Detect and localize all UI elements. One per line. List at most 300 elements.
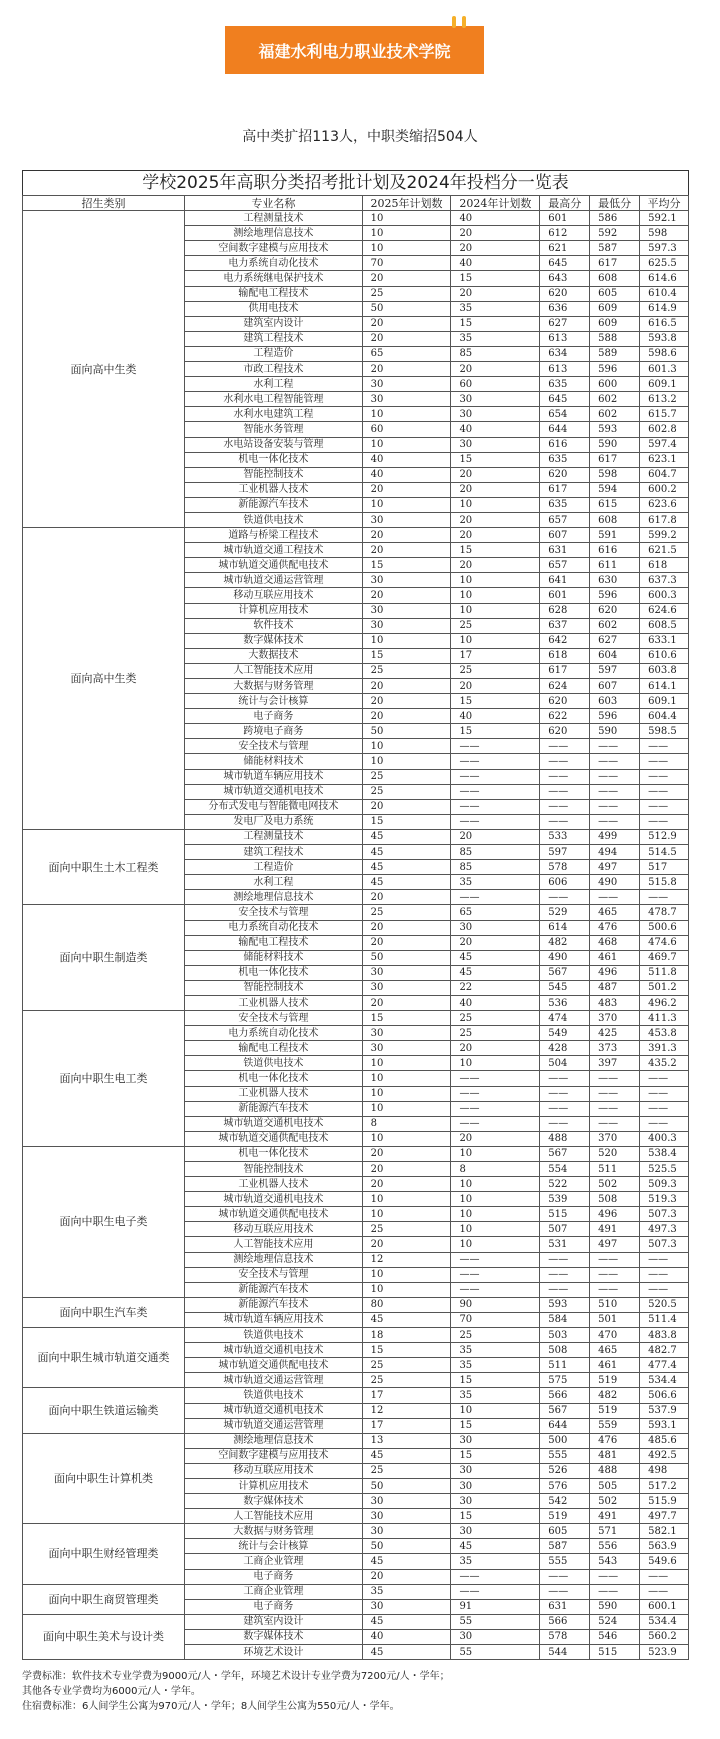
min-score-cell: 468 [590,935,640,950]
table-row [23,829,689,844]
major-name-cell: 电子商务 [185,1599,363,1614]
max-score-cell: 657 [540,558,590,573]
plan-2024-cell: 35 [451,875,540,890]
plan-2025-cell: 25 [362,784,451,799]
max-score-cell: 549 [540,1026,590,1041]
plan-2024-cell: 15 [451,1373,540,1388]
avg-score-cell: 615.7 [640,407,689,422]
max-score-cell: 533 [540,829,590,844]
min-score-cell: 602 [590,392,640,407]
plan-2025-cell: 10 [362,1267,451,1282]
banner-decoration [450,16,470,28]
plan-2024-cell: —— [451,784,540,799]
plan-2025-cell: 25 [362,1463,451,1478]
avg-score-cell: 515.9 [640,1494,689,1509]
max-score-cell: 542 [540,1494,590,1509]
min-score-cell: 487 [590,980,640,995]
plan-2025-cell: 10 [362,241,451,256]
avg-score-cell: 517 [640,860,689,875]
max-score-cell: —— [540,1086,590,1101]
table-row [23,1146,689,1161]
table-row [23,1433,689,1448]
plan-2024-cell: 15 [451,271,540,286]
plan-2025-cell: 50 [362,301,451,316]
plan-2025-cell: 10 [362,1086,451,1101]
avg-score-cell: 602.8 [640,422,689,437]
major-name-cell: 测绘地理信息技术 [185,1433,363,1448]
plan-2025-cell: 40 [362,452,451,467]
min-score-cell: 596 [590,709,640,724]
major-name-cell: 计算机应用技术 [185,1478,363,1493]
major-name-cell: 环境艺术设计 [185,1645,363,1660]
min-score-cell: 515 [590,1645,640,1660]
plan-2024-cell: 10 [451,603,540,618]
plan-2025-cell: 20 [362,331,451,346]
min-score-cell: 603 [590,694,640,709]
min-score-cell: 615 [590,497,640,512]
avg-score-cell: 492.5 [640,1448,689,1463]
avg-score-cell: —— [640,1252,689,1267]
avg-score-cell: 609.1 [640,694,689,709]
avg-score-cell: 501.2 [640,980,689,995]
note-line: 其他各专业学费均为6000元/人・学年。 [22,1686,201,1697]
avg-score-cell: 509.3 [640,1177,689,1192]
min-score-cell: 397 [590,1056,640,1071]
plan-2024-cell: 20 [451,286,540,301]
major-name-cell: 城市轨道交通运营管理 [185,1418,363,1433]
max-score-cell: —— [540,1252,590,1267]
major-name-cell: 电力系统自动化技术 [185,920,363,935]
avg-score-cell: 496.2 [640,995,689,1010]
min-score-cell: 592 [590,226,640,241]
avg-score-cell: 599.2 [640,528,689,543]
max-score-cell: 631 [540,543,590,558]
category-cell: 面向中职生财经管理类 [23,1524,185,1584]
max-score-cell: 636 [540,301,590,316]
plan-2024-cell: 20 [451,512,540,527]
avg-score-cell: 623.6 [640,497,689,512]
plan-2025-cell: 50 [362,1478,451,1493]
plan-2025-cell: 20 [362,528,451,543]
max-score-cell: 428 [540,1041,590,1056]
major-name-cell: 道路与桥梁工程技术 [185,528,363,543]
avg-score-cell: 621.5 [640,543,689,558]
min-score-cell: 476 [590,920,640,935]
max-score-cell: 555 [540,1554,590,1569]
min-score-cell: 608 [590,512,640,527]
max-score-cell: 644 [540,1418,590,1433]
max-score-cell: —— [540,1569,590,1584]
min-score-cell: 609 [590,316,640,331]
min-score-cell: 591 [590,528,640,543]
max-score-cell: 627 [540,316,590,331]
max-score-cell: 614 [540,920,590,935]
avg-score-cell: 582.1 [640,1524,689,1539]
plan-2024-cell: 22 [451,980,540,995]
plan-2025-cell: 10 [362,1207,451,1222]
plan-2025-cell: 15 [362,558,451,573]
plan-2024-cell: 30 [451,1433,540,1448]
plan-2025-cell: 35 [362,1584,451,1599]
major-name-cell: 软件技术 [185,618,363,633]
plan-2025-cell: 30 [362,1494,451,1509]
min-score-cell: 370 [590,1011,640,1026]
max-score-cell: 555 [540,1448,590,1463]
min-score-cell: 588 [590,331,640,346]
min-score-cell: —— [590,814,640,829]
plan-2024-cell: 91 [451,1599,540,1614]
major-name-cell: 供用电技术 [185,301,363,316]
major-name-cell: 统计与会计核算 [185,1539,363,1554]
avg-score-cell: 477.4 [640,1358,689,1373]
min-score-cell: 589 [590,346,640,361]
min-score-cell: 597 [590,663,640,678]
plan-2024-cell: —— [451,1569,540,1584]
min-score-cell: —— [590,890,640,905]
major-name-cell: 建筑室内设计 [185,316,363,331]
avg-score-cell: —— [640,769,689,784]
min-score-cell: —— [590,799,640,814]
plan-2024-cell: 10 [451,1237,540,1252]
plan-2025-cell: 20 [362,709,451,724]
max-score-cell: 503 [540,1328,590,1343]
max-score-cell: 575 [540,1373,590,1388]
major-name-cell: 市政工程技术 [185,362,363,377]
plan-2025-cell: 30 [362,1026,451,1041]
min-score-cell: 519 [590,1403,640,1418]
major-name-cell: 城市轨道交通机电技术 [185,784,363,799]
min-score-cell: 476 [590,1433,640,1448]
min-score-cell: 496 [590,965,640,980]
avg-score-cell: —— [640,1101,689,1116]
min-score-cell: 590 [590,724,640,739]
plan-2024-cell: 25 [451,663,540,678]
max-score-cell: 544 [540,1645,590,1660]
plan-2024-cell: 20 [451,558,540,573]
avg-score-cell: 478.7 [640,905,689,920]
min-score-cell: —— [590,1101,640,1116]
max-score-cell: 620 [540,286,590,301]
note-line: 住宿费标准：6人间学生公寓为970元/人・学年；8人间学生公寓为550元/人・学年。 [22,1701,400,1712]
plan-2024-cell: 40 [451,995,540,1010]
major-name-cell: 输配电工程技术 [185,286,363,301]
major-name-cell: 机电一体化技术 [185,452,363,467]
avg-score-cell: 633.1 [640,633,689,648]
major-name-cell: 人工智能技术应用 [185,663,363,678]
min-score-cell: 596 [590,362,640,377]
plan-2024-cell: —— [451,1101,540,1116]
max-score-cell: 578 [540,860,590,875]
plan-2025-cell: 20 [362,1177,451,1192]
min-score-cell: —— [590,1071,640,1086]
max-score-cell: 631 [540,1599,590,1614]
avg-score-cell: 597.4 [640,437,689,452]
major-name-cell: 铁道供电技术 [185,512,363,527]
avg-score-cell: —— [640,1584,689,1599]
major-name-cell: 城市轨道交通机电技术 [185,1116,363,1131]
min-score-cell: —— [590,784,640,799]
major-name-cell: 测绘地理信息技术 [185,226,363,241]
admission-table-container [22,170,689,1660]
min-score-cell: 630 [590,573,640,588]
plan-2024-cell: 20 [451,482,540,497]
max-score-cell: 641 [540,573,590,588]
max-score-cell: 526 [540,1463,590,1478]
plan-2024-cell: 70 [451,1312,540,1327]
plan-2024-cell: 15 [451,724,540,739]
major-name-cell: 安全技术与管理 [185,739,363,754]
plan-2024-cell: 35 [451,1388,540,1403]
plan-2025-cell: 10 [362,211,451,226]
plan-2024-cell: 10 [451,1177,540,1192]
major-name-cell: 城市轨道车辆应用技术 [185,769,363,784]
category-cell: 面向中职生美术与设计类 [23,1614,185,1659]
plan-2024-cell: 20 [451,1131,540,1146]
major-name-cell: 空间数字建模与应用技术 [185,1448,363,1463]
category-cell: 面向中职生电工类 [23,1011,185,1147]
major-name-cell: 跨境电子商务 [185,724,363,739]
plan-2025-cell: 15 [362,1011,451,1026]
category-cell: 面向中职生计算机类 [23,1433,185,1524]
plan-2025-cell: 20 [362,588,451,603]
max-score-cell: 567 [540,965,590,980]
major-name-cell: 输配电工程技术 [185,1041,363,1056]
plan-2024-cell: 20 [451,935,540,950]
min-score-cell: 470 [590,1328,640,1343]
max-score-cell: 612 [540,226,590,241]
plan-2024-cell: —— [451,754,540,769]
max-score-cell: 536 [540,995,590,1010]
max-score-cell: 618 [540,648,590,663]
category-cell: 面向高中生类 [23,528,185,830]
avg-score-cell: 435.2 [640,1056,689,1071]
avg-score-cell: 623.1 [640,452,689,467]
plan-2025-cell: 25 [362,769,451,784]
avg-score-cell: 525.5 [640,1162,689,1177]
plan-2025-cell: 25 [362,1373,451,1388]
table-row [23,1524,689,1539]
plan-2024-cell: —— [451,1116,540,1131]
major-name-cell: 城市轨道交通机电技术 [185,1403,363,1418]
banner-title: 福建水利电力职业技术学院 [258,41,451,61]
major-name-cell: 工程测量技术 [185,829,363,844]
max-score-cell: —— [540,890,590,905]
plan-2025-cell: 45 [362,1645,451,1660]
plan-2024-cell: 30 [451,1463,540,1478]
major-name-cell: 建筑室内设计 [185,1614,363,1629]
plan-2024-cell: 55 [451,1614,540,1629]
plan-2025-cell: 50 [362,950,451,965]
table-row [23,905,689,920]
max-score-cell: 500 [540,1433,590,1448]
avg-score-cell: 608.5 [640,618,689,633]
min-score-cell: —— [590,1086,640,1101]
max-score-cell: 488 [540,1131,590,1146]
plan-2024-cell: 35 [451,331,540,346]
max-score-cell: 620 [540,467,590,482]
major-name-cell: 工业机器人技术 [185,995,363,1010]
min-score-cell: 461 [590,1358,640,1373]
max-score-cell: —— [540,1101,590,1116]
major-name-cell: 移动互联应用技术 [185,588,363,603]
max-score-cell: —— [540,1584,590,1599]
major-name-cell: 水利水电建筑工程 [185,407,363,422]
max-score-cell: 645 [540,392,590,407]
plan-2025-cell: 10 [362,739,451,754]
avg-score-cell: —— [640,1569,689,1584]
avg-score-cell: 603.8 [640,663,689,678]
plan-2024-cell: 25 [451,1328,540,1343]
plan-2024-cell: 10 [451,1056,540,1071]
major-name-cell: 机电一体化技术 [185,1071,363,1086]
major-name-cell: 人工智能技术应用 [185,1237,363,1252]
avg-score-cell: 598.6 [640,346,689,361]
plan-2024-cell: 15 [451,316,540,331]
major-name-cell: 工程测量技术 [185,211,363,226]
major-name-cell: 机电一体化技术 [185,1146,363,1161]
plan-2024-cell: 15 [451,694,540,709]
category-cell: 面向中职生商贸管理类 [23,1584,185,1614]
plan-2025-cell: 25 [362,905,451,920]
major-name-cell: 水利工程 [185,377,363,392]
major-name-cell: 电力系统自动化技术 [185,256,363,271]
max-score-cell: 654 [540,407,590,422]
plan-2024-cell: 85 [451,346,540,361]
avg-score-cell: —— [640,1086,689,1101]
plan-2025-cell: 30 [362,980,451,995]
plan-2024-cell: 15 [451,1448,540,1463]
avg-score-cell: 610.4 [640,286,689,301]
avg-score-cell: 507.3 [640,1237,689,1252]
plan-2025-cell: 20 [362,935,451,950]
min-score-cell: 617 [590,452,640,467]
plan-2025-cell: 20 [362,694,451,709]
max-score-cell: 601 [540,588,590,603]
min-score-cell: 593 [590,422,640,437]
avg-score-cell: 549.6 [640,1554,689,1569]
major-name-cell: 铁道供电技术 [185,1328,363,1343]
min-score-cell: 608 [590,271,640,286]
plan-2025-cell: 10 [362,1131,451,1146]
min-score-cell: 611 [590,558,640,573]
plan-2025-cell: 10 [362,437,451,452]
major-name-cell: 建筑工程技术 [185,331,363,346]
major-name-cell: 电力系统自动化技术 [185,1026,363,1041]
fee-notes [22,1670,689,1715]
plan-2024-cell: 20 [451,362,540,377]
min-score-cell: —— [590,739,640,754]
major-name-cell: 安全技术与管理 [185,905,363,920]
major-name-cell: 建筑工程技术 [185,845,363,860]
major-name-cell: 统计与会计核算 [185,694,363,709]
major-name-cell: 城市轨道车辆应用技术 [185,1312,363,1327]
plan-2025-cell: 20 [362,1569,451,1584]
col-header-category: 招生类别 [23,196,185,211]
major-name-cell: 水利水电工程智能管理 [185,392,363,407]
category-cell: 面向中职生铁道运输类 [23,1388,185,1433]
table-row [23,1614,689,1629]
max-score-cell: 504 [540,1056,590,1071]
plan-2025-cell: 17 [362,1418,451,1433]
max-score-cell: 601 [540,211,590,226]
major-name-cell: 水利工程 [185,875,363,890]
plan-2025-cell: 20 [362,271,451,286]
max-score-cell: —— [540,739,590,754]
min-score-cell: 494 [590,845,640,860]
plan-2025-cell: 10 [362,754,451,769]
major-name-cell: 数字媒体技术 [185,1494,363,1509]
category-cell: 面向中职生电子类 [23,1146,185,1297]
max-score-cell: 644 [540,422,590,437]
plan-2025-cell: 8 [362,1116,451,1131]
avg-score-cell: 519.3 [640,1192,689,1207]
plan-2025-cell: 40 [362,1629,451,1644]
max-score-cell: —— [540,1267,590,1282]
plan-2025-cell: 20 [362,890,451,905]
min-score-cell: 425 [590,1026,640,1041]
avg-score-cell: —— [640,890,689,905]
plan-2025-cell: 25 [362,1358,451,1373]
plan-2025-cell: 20 [362,482,451,497]
major-name-cell: 移动互联应用技术 [185,1222,363,1237]
plan-2025-cell: 18 [362,1328,451,1343]
plan-2024-cell: 30 [451,407,540,422]
plan-2024-cell: 15 [451,452,540,467]
max-score-cell: 620 [540,724,590,739]
plan-2025-cell: 30 [362,618,451,633]
max-score-cell: —— [540,1282,590,1297]
plan-2025-cell: 10 [362,226,451,241]
table-body [23,211,689,1660]
major-name-cell: 智能控制技术 [185,467,363,482]
major-name-cell: 安全技术与管理 [185,1267,363,1282]
plan-2024-cell: 85 [451,845,540,860]
max-score-cell: 634 [540,346,590,361]
plan-2024-cell: 30 [451,1629,540,1644]
avg-score-cell: 483.8 [640,1328,689,1343]
plan-2025-cell: 30 [362,965,451,980]
avg-score-cell: 511.8 [640,965,689,980]
col-header-min-score: 最低分 [590,196,640,211]
major-name-cell: 工商企业管理 [185,1584,363,1599]
avg-score-cell: 411.3 [640,1011,689,1026]
plan-2024-cell: 40 [451,211,540,226]
plan-2025-cell: 10 [362,1192,451,1207]
avg-score-cell: 523.9 [640,1645,689,1660]
plan-2025-cell: 30 [362,603,451,618]
max-score-cell: 522 [540,1177,590,1192]
plan-2025-cell: 12 [362,1403,451,1418]
max-score-cell: 566 [540,1614,590,1629]
plan-2025-cell: 45 [362,860,451,875]
max-score-cell: 507 [540,1222,590,1237]
table-row [23,1388,689,1403]
major-name-cell: 移动互联应用技术 [185,1463,363,1478]
major-name-cell: 城市轨道交通运营管理 [185,573,363,588]
avg-score-cell: 453.8 [640,1026,689,1041]
col-header-major: 专业名称 [185,196,363,211]
plan-2024-cell: 30 [451,920,540,935]
major-name-cell: 机电一体化技术 [185,965,363,980]
max-score-cell: 613 [540,362,590,377]
min-score-cell: 620 [590,603,640,618]
avg-score-cell: —— [640,784,689,799]
col-header-plan-2025: 2025年计划数 [362,196,451,211]
min-score-cell: —— [590,769,640,784]
plan-2024-cell: —— [451,1071,540,1086]
avg-score-cell: 609.1 [640,377,689,392]
avg-score-cell: 469.7 [640,950,689,965]
